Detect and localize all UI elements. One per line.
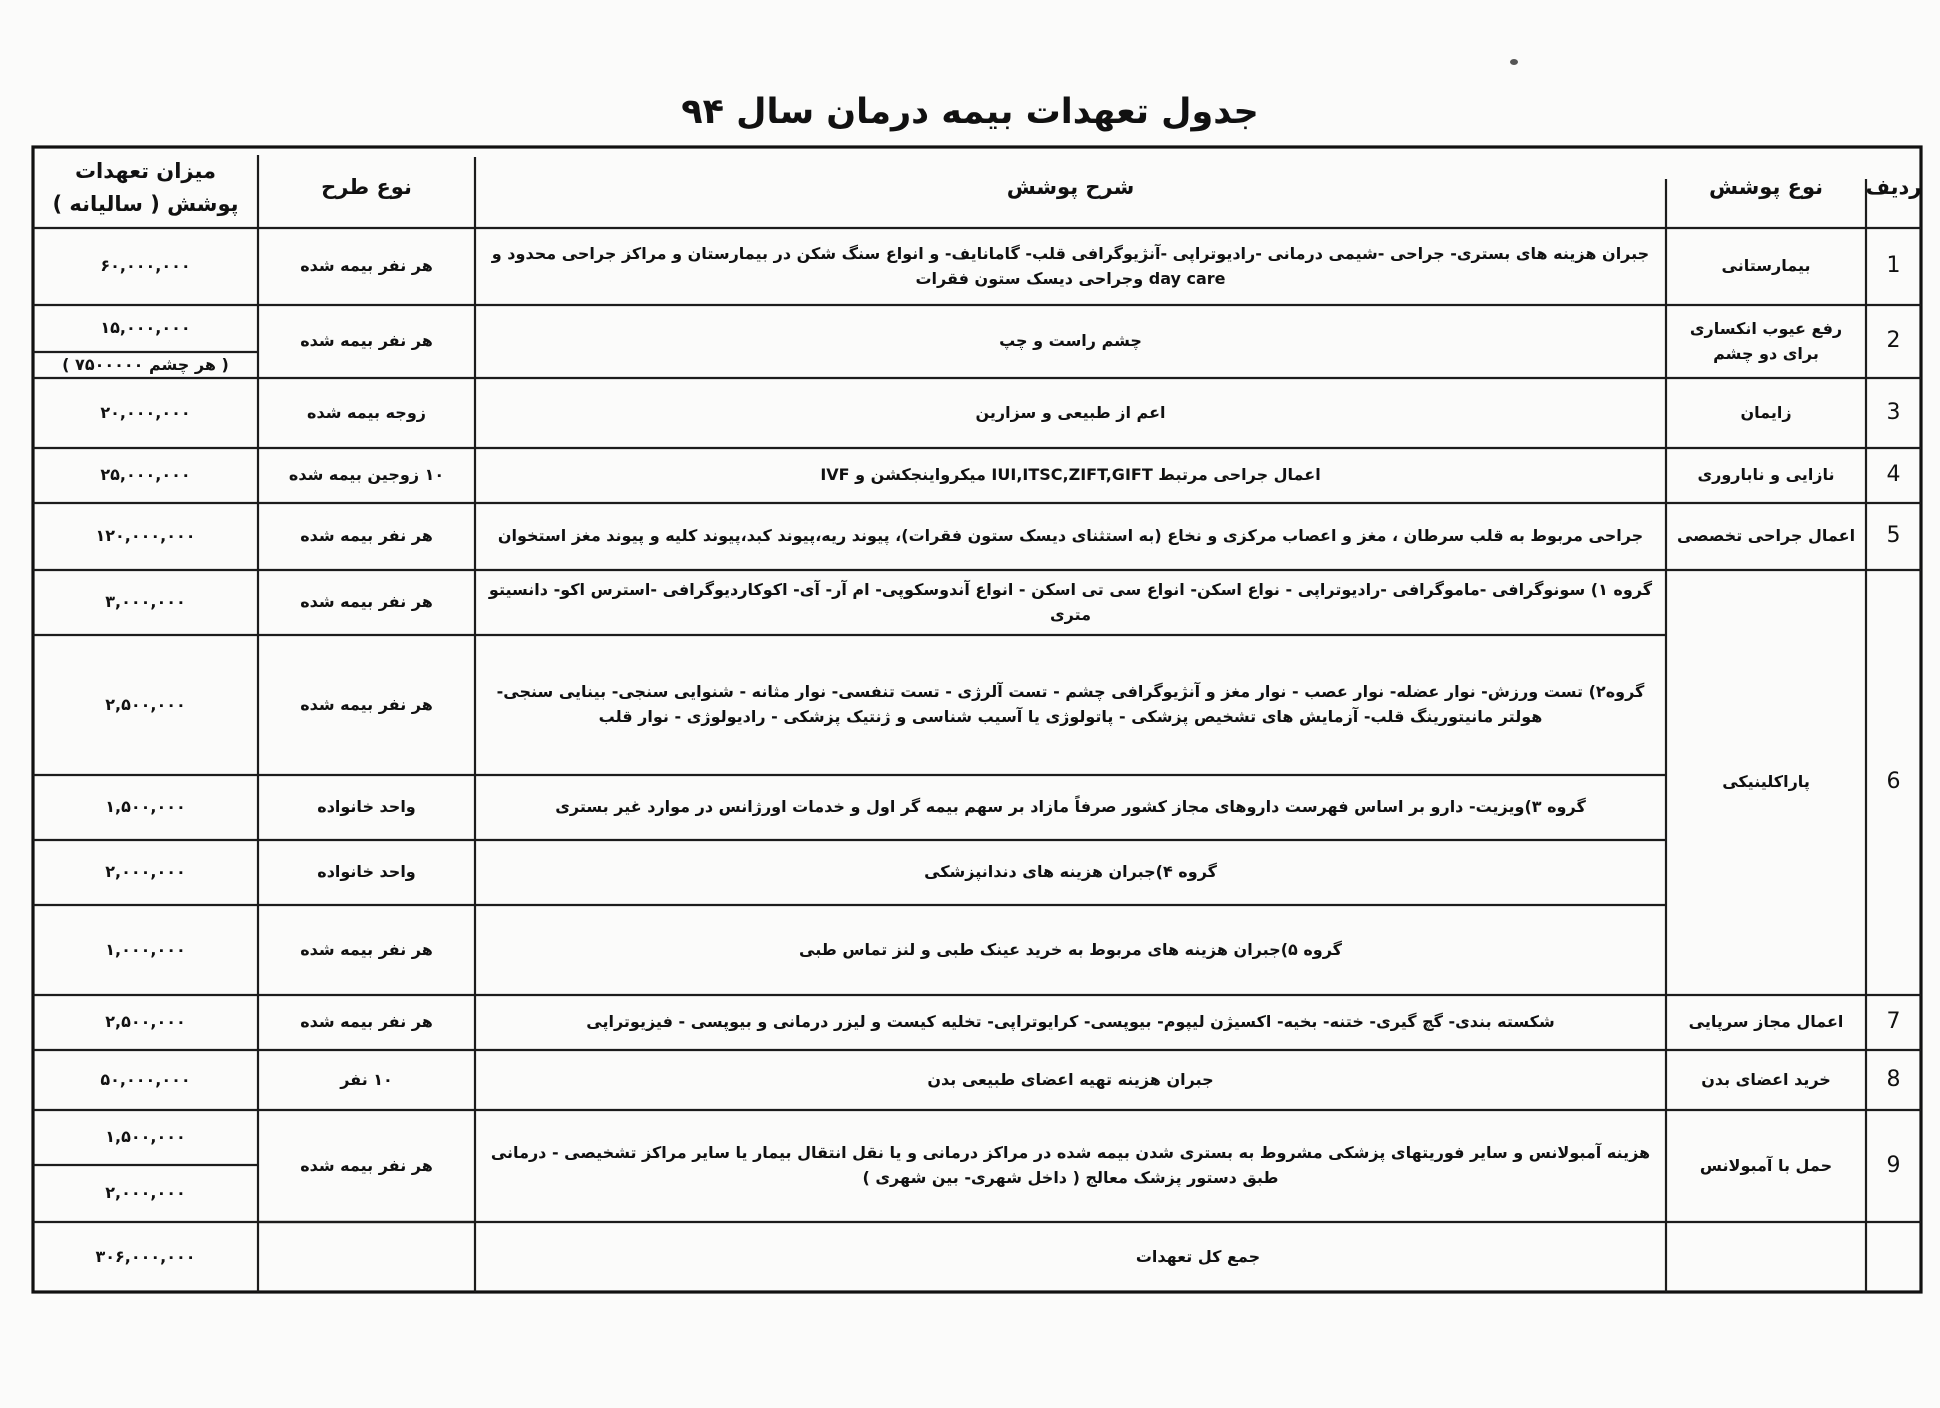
plan-type: واحد خانواده xyxy=(317,862,416,882)
grand-total-label: جمع کل تعهدات xyxy=(1135,1246,1261,1266)
plan-type: هر نفر بیمه شده xyxy=(300,939,433,959)
header-amount: میزان تعهدات پوشش ( سالیانه ) xyxy=(52,158,239,216)
coverage-amount: ۱,۰۰۰,۰۰۰ xyxy=(105,939,186,959)
coverage-description: اعم از طبیعی و سزارین xyxy=(975,402,1166,422)
coverage-type: اعمال جراحی تخصصی xyxy=(1676,526,1856,546)
coverage-description: جبران هزینه های بستری- جراحی -شیمی درمانی -رادیوتراپی -آنژیوگرافی قلب- گامانایف- و انواع سنگ شکن در بیمارستان و مراکز جراحی محدود و day care وجراحی دیسک ستون فقرات xyxy=(491,243,1650,288)
row-number: 9 xyxy=(1886,1152,1901,1178)
plan-type: هر نفر بیمه شده xyxy=(300,256,433,276)
coverage-description: گروه ۳)ویزیت- دارو بر اساس فهرست داروهای مجاز کشور صرفاً مازاد بر سهم بیمه گر اول و خدمات اورژانس در موارد غیر بستری xyxy=(555,797,1586,817)
row-number: 3 xyxy=(1886,399,1901,425)
coverage-type: اعمال مجاز سرپایی xyxy=(1688,1012,1844,1032)
page-title: جدول تعهدات بیمه درمان سال ۹۴ xyxy=(681,92,1259,132)
coverage-description: هزینه آمبولانس و سایر فوریتهای پزشکی مشروط به بستری شدن بیمه شده در مراکز درمانی و یا نقل انتقال بیمار یا سایر مراکز تشخیصی - درمانی طبق دستور پزشک معالج ( داخل شهری- بین شهری ) xyxy=(490,1143,1651,1187)
row-number: 5 xyxy=(1886,523,1901,549)
coverage-type: بیمارستانی xyxy=(1721,256,1811,276)
plan-type: هر نفر بیمه شده xyxy=(300,1012,433,1032)
coverage-amount: ۱۲۰,۰۰۰,۰۰۰ xyxy=(95,526,196,546)
coverage-amount: ۱۵,۰۰۰,۰۰۰ xyxy=(100,318,191,338)
coverage-amount: ۲۵,۰۰۰,۰۰۰ xyxy=(100,465,191,485)
coverage-description: جراحی مربوط به قلب سرطان ، مغز و اعصاب مرکزی و نخاع (به استثنای دیسک ستون فقرات)، پیوند ریه،پیوند کبد،پیوند کلیه و پیوند مغز استخوان xyxy=(497,526,1644,546)
coverage-amount: ۲,۵۰۰,۰۰۰ xyxy=(105,694,186,714)
row-number: 6 xyxy=(1886,769,1901,795)
coverage-type: زایمان xyxy=(1740,402,1792,422)
coverage-amount: ۲,۰۰۰,۰۰۰ xyxy=(105,1183,186,1203)
coverage-description: چشم راست و چپ xyxy=(999,331,1142,351)
coverage-type: نازایی و ناباروری xyxy=(1697,465,1835,485)
header-coverage-type: نوع پوشش xyxy=(1708,175,1824,200)
coverage-amount: ۲,۰۰۰,۰۰۰ xyxy=(105,862,186,882)
grand-total-amount: ۳۰۶,۰۰۰,۰۰۰ xyxy=(95,1246,196,1266)
coverage-description: گروه ۱) سونوگرافی -ماموگرافی -رادیوتراپی - نواع اسکن- انواع سی تی اسکن - انواع آندوسکوپی- ام آر- آی- اکوکاردیوگرافی -استرس اکو- دانسیتو متری xyxy=(488,579,1653,624)
coverage-type: حمل با آمبولانس xyxy=(1699,1155,1833,1175)
plan-type: هر نفر بیمه شده xyxy=(300,526,433,546)
row-number: 8 xyxy=(1886,1066,1901,1092)
coverage-amount: ۲۰,۰۰۰,۰۰۰ xyxy=(100,402,191,422)
coverage-amount: ۱,۵۰۰,۰۰۰ xyxy=(105,1127,186,1147)
coverage-type: رفع عیوب انکساری برای دو چشم xyxy=(1689,318,1843,363)
coverage-type: پاراکلینیکی xyxy=(1722,772,1810,792)
row-number: 4 xyxy=(1886,462,1901,488)
coverage-description: گروه۲) تست ورزش- نوار عضله- نوار عصب - نوار مغز و آنژیوگرافی چشم - تست آلرژی - تست تنفسی- نوار مثانه - شنوایی سنجی- بینایی سنجی- هولتر مانیتورینگ قلب- آزمایش های تشخیص پزشکی - پاتولوژی یا آسیب شناسی و ژنتیک پزشکی - رادیولوژی - نوار قلب xyxy=(496,682,1645,726)
coverage-amount: ۳,۰۰۰,۰۰۰ xyxy=(105,592,186,612)
coverage-description: گروه ۴)جبران هزینه های دندانپزشکی xyxy=(924,862,1217,882)
coverage-description: شکسته بندی- گچ گیری- ختنه- بخیه- اکسیژن لیپوم- بیوپسی- کرایوتراپی- تخلیه کیست و لیزر درمانی و بیوپسی - فیزیوتراپی xyxy=(586,1012,1555,1032)
header-plan-type: نوع طرح xyxy=(321,175,412,200)
coverage-amount: ۶۰,۰۰۰,۰۰۰ xyxy=(100,256,191,276)
row-number: 1 xyxy=(1886,253,1901,279)
plan-type: هر نفر بیمه شده xyxy=(300,592,433,612)
coverage-amount: ۲,۵۰۰,۰۰۰ xyxy=(105,1012,186,1032)
header-radif: ردیف xyxy=(1865,175,1922,200)
coverage-description: جبران هزینه تهیه اعضای طبیعی بدن xyxy=(927,1069,1214,1089)
coverage-type: خرید اعضای بدن xyxy=(1701,1069,1831,1089)
header-description: شرح پوشش xyxy=(1006,175,1135,200)
coverage-amount-note: ( هر چشم ۷۵۰۰۰۰۰ ) xyxy=(62,354,229,374)
coverage-amount: ۱,۵۰۰,۰۰۰ xyxy=(105,797,186,817)
plan-type: واحد خانواده xyxy=(317,797,416,817)
coverage-amount: ۵۰,۰۰۰,۰۰۰ xyxy=(100,1069,191,1089)
plan-type: هر نفر بیمه شده xyxy=(300,694,433,714)
plan-type: ۱۰ زوجین بیمه شده xyxy=(288,465,445,485)
row-number: 7 xyxy=(1886,1009,1901,1035)
plan-type: هر نفر بیمه شده xyxy=(300,331,433,351)
plan-type: زوجه بیمه شده xyxy=(307,402,426,422)
coverage-description: اعمال جراحی مرتبط IUI,ITSC,ZIFT,GIFT میکرواینجکشن و IVF xyxy=(820,465,1321,485)
row-number: 2 xyxy=(1886,328,1901,354)
plan-type: ۱۰ نفر xyxy=(340,1069,393,1089)
coverage-description: گروه ۵)جبران هزینه های مربوط به خرید عینک طبی و لنز تماس طبی xyxy=(799,939,1342,959)
plan-type: هر نفر بیمه شده xyxy=(300,1155,433,1175)
